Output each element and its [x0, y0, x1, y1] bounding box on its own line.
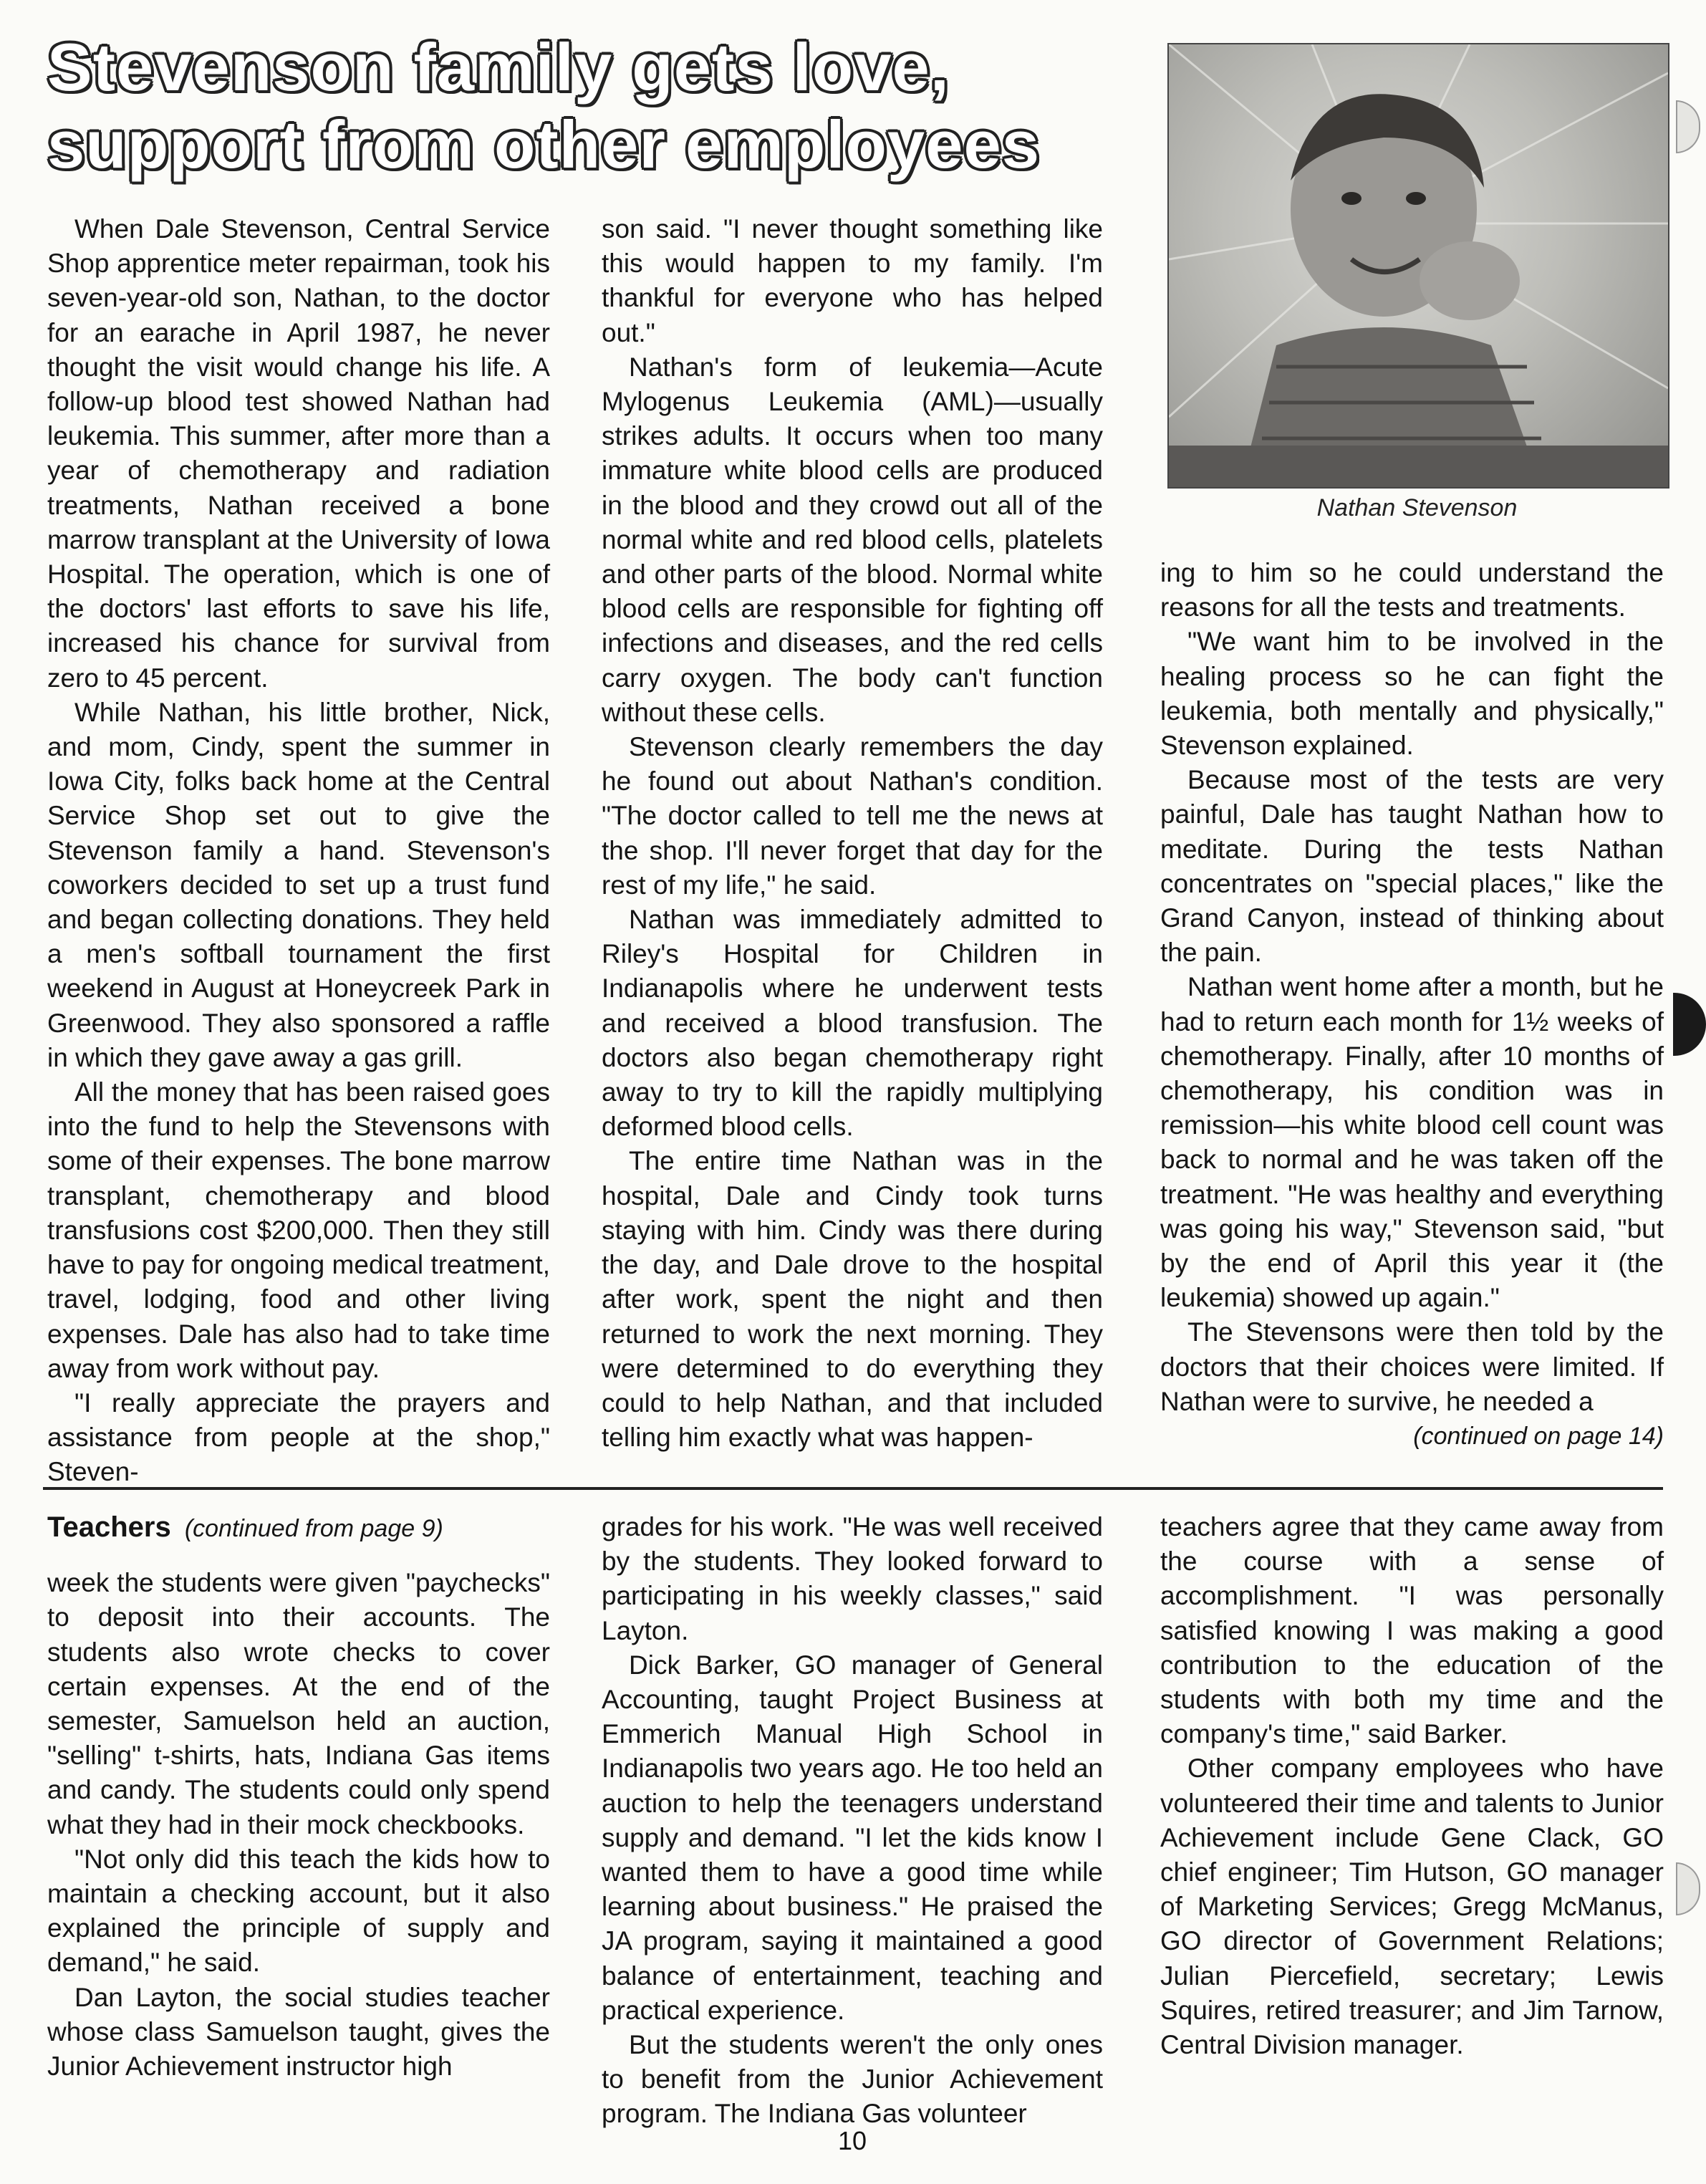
- article-paragraph: The entire time Nathan was in the hospital, Dale and Cindy took turns staying with him. Cindy was there during the day, and Dale drove to the hospital after work, spent the night and then returned to work the next morning. They were determined to do everything they could to help Nathan, and that included telling him exactly what was happen-: [602, 1146, 1103, 1453]
- article-paragraph: While Nathan, his little brother, Nick, and mom, Cindy, spent the summer in Iowa City, folks back home at the Central Service Shop set out to give the Stevenson family a hand. Stevenson's coworkers decided to set up a trust fund and began collecting donations. They held a men's softball tournament the first weekend in August at Honeycreek Park in Greenwood. They also sponsored a raffle in which they gave away a gas grill.: [47, 697, 550, 1072]
- photo-caption: Nathan Stevenson: [1316, 494, 1518, 521]
- teachers-paragraph: Dick Barker, GO manager of General Accounting, taught Project Business at Emmerich Manual High School in Indianapolis two years ago. He too held an auction to help the teenagers understand supply and demand. "I let the kids know I wanted them to have a good time while learning about business." He praised the JA program, saying it maintained a good balance of entertainment, teaching and practical experience.: [602, 1650, 1103, 2025]
- article-paragraph: Stevenson clearly remembers the day he found out about Nathan's condition. "The doctor called to tell me the news at the shop. I'll never forget that day for the rest of my life," he said.: [602, 732, 1103, 900]
- article-paragraph: The Stevensons were then told by the doctors that their choices were limited. If Nathan were to survive, he needed a: [1160, 1317, 1664, 1416]
- teachers-paragraph: teachers agree that they came away from the course with a sense of accomplishment. "I was personally satisfied knowing I was making a good contribution to the education of the students with both my time and the company's time," said Barker.: [1160, 1512, 1664, 1749]
- teachers-paragraph: Dan Layton, the social studies teacher whose class Samuelson taught, gives the Junior Achievement instructor high: [47, 1982, 550, 2082]
- binder-hole-icon: [1673, 993, 1706, 1056]
- teachers-paragraph: grades for his work. "He was well received by the students. They looked forward to participating in his weekly classes," said Layton.: [602, 1512, 1103, 1645]
- boy-portrait-image: [1169, 44, 1668, 487]
- article-paragraph: Because most of the tests are very painful, Dale has taught Nathan how to meditate. During the tests Nathan concentrates on "special places," like the Grand Canyon, instead of thinking about the pain.: [1160, 765, 1664, 968]
- teachers-paragraph: Other company employees who have volunteered their time and talents to Junior Achievement include Gene Clack, GO chief engineer; Tim Hutson, GO manager of Marketing Services; Gregg McManus, GO director of Government Relations; Julian Piercefield, secretary; Lewis Squires, retired treasurer; and Jim Tarnow, Central Division manager.: [1160, 1754, 1664, 2060]
- article-paragraph: When Dale Stevenson, Central Service Shop apprentice meter repairman, took his seven-year-old son, Nathan, to the doctor for an earache in April 1987, he never thought the visit would change his life. A follow-up blood test showed Nathan had leukemia. This summer, after more than a year of chemotherapy and radiation treatments, Nathan received a bone marrow transplant at the University of Iowa Hospital. The operation, which is one of the doctors' last efforts to save his life, increased his chance for survival from zero to 45 percent.: [47, 214, 550, 693]
- article-paragraph: Nathan went home after a month, but he had to return each month for 1½ weeks of chemotherapy. Finally, after 10 months of chemotherapy, his condition was in remission—his white blood cell count was back to normal and he was taken off the treatment. "He was healthy and everything was going his way," Stevenson said, "but by the end of April this year it (the leukemia) showed up again.": [1160, 972, 1664, 1313]
- article-paragraph: "We want him to be involved in the healing process so he can fight the leukemia, both mentally and physically," Stevenson explained.: [1160, 627, 1664, 761]
- teachers-paragraph: "Not only did this teach the kids how to maintain a checking account, but it also explained the principle of supply and demand," he said.: [47, 1844, 550, 1978]
- headline-line-2: support from other employees: [47, 107, 1040, 182]
- article-column-2: [602, 212, 1103, 1455]
- teachers-heading-title: Teachers: [47, 1511, 171, 1543]
- section-divider: [43, 1487, 1663, 1490]
- teachers-paragraph: week the students were given "paychecks" to deposit into their accounts. The students also wrote checks to cover certain expenses. At the end of the semester, Samuelson held an auction, "selling" t-shirts, hats, Indiana Gas items and candy. The students could only spend what they had in their mock checkbooks.: [47, 1568, 550, 1839]
- article-paragraph: Nathan was immediately admitted to Riley's Hospital for Children in Indianapolis where he underwent tests and received a blood transfusion. The doctors also began chemotherapy right away to try to kill the rapidly multiplying deformed blood cells.: [602, 905, 1103, 1142]
- teachers-column-2: [602, 1510, 1103, 2132]
- teachers-heading-note: (continued from page 9): [184, 1515, 443, 1542]
- binder-hole-icon: [1676, 1862, 1700, 1915]
- teachers-column-3: [1160, 1510, 1664, 2062]
- nathan-photo: [1167, 43, 1669, 489]
- teachers-paragraph: But the students weren't the only ones to benefit from the Junior Achievement program. The Indiana Gas volunteer: [602, 2030, 1103, 2129]
- teachers-heading: [47, 1510, 550, 1546]
- article-paragraph: ing to him so he could understand the reasons for all the tests and treatments.: [1160, 558, 1664, 622]
- article-paragraph: "I really appreciate the prayers and assistance from people at the shop," Steven-: [47, 1387, 550, 1487]
- teachers-column-1: [47, 1510, 550, 2084]
- article-column-1: [47, 212, 550, 1490]
- article-paragraph: Nathan's form of leukemia—Acute Mylogenus Leukemia (AML)—usually strikes adults. It occurs when too many immature white blood cells are produced in the blood and they crowd out all of the normal white and red blood cells, platelets and other parts of the blood. Normal white blood cells are responsible for fighting off infections and diseases, and the red cells carry oxygen. The body can't function without these cells.: [602, 352, 1103, 727]
- page-number: 10: [837, 2126, 867, 2155]
- continued-note: (continued on page 14): [1413, 1423, 1664, 1451]
- headline-line-1: Stevenson family gets love,: [47, 29, 950, 105]
- article-paragraph: All the money that has been raised goes into the fund to help the Stevensons with some of their expenses. The bone marrow transplant, chemotherapy and blood transfusions cost $200,000. Then they still have to pay for ongoing medical treatment, travel, lodging, food and other living expenses. Dale has also had to take time away from work without pay.: [47, 1077, 550, 1383]
- article-column-3: [1160, 556, 1664, 1453]
- binder-hole-icon: [1676, 100, 1700, 153]
- article-paragraph: son said. "I never thought something like this would happen to my family. I'm thankful for everyone who has helped out.": [602, 214, 1103, 347]
- article-headline: [47, 29, 1136, 183]
